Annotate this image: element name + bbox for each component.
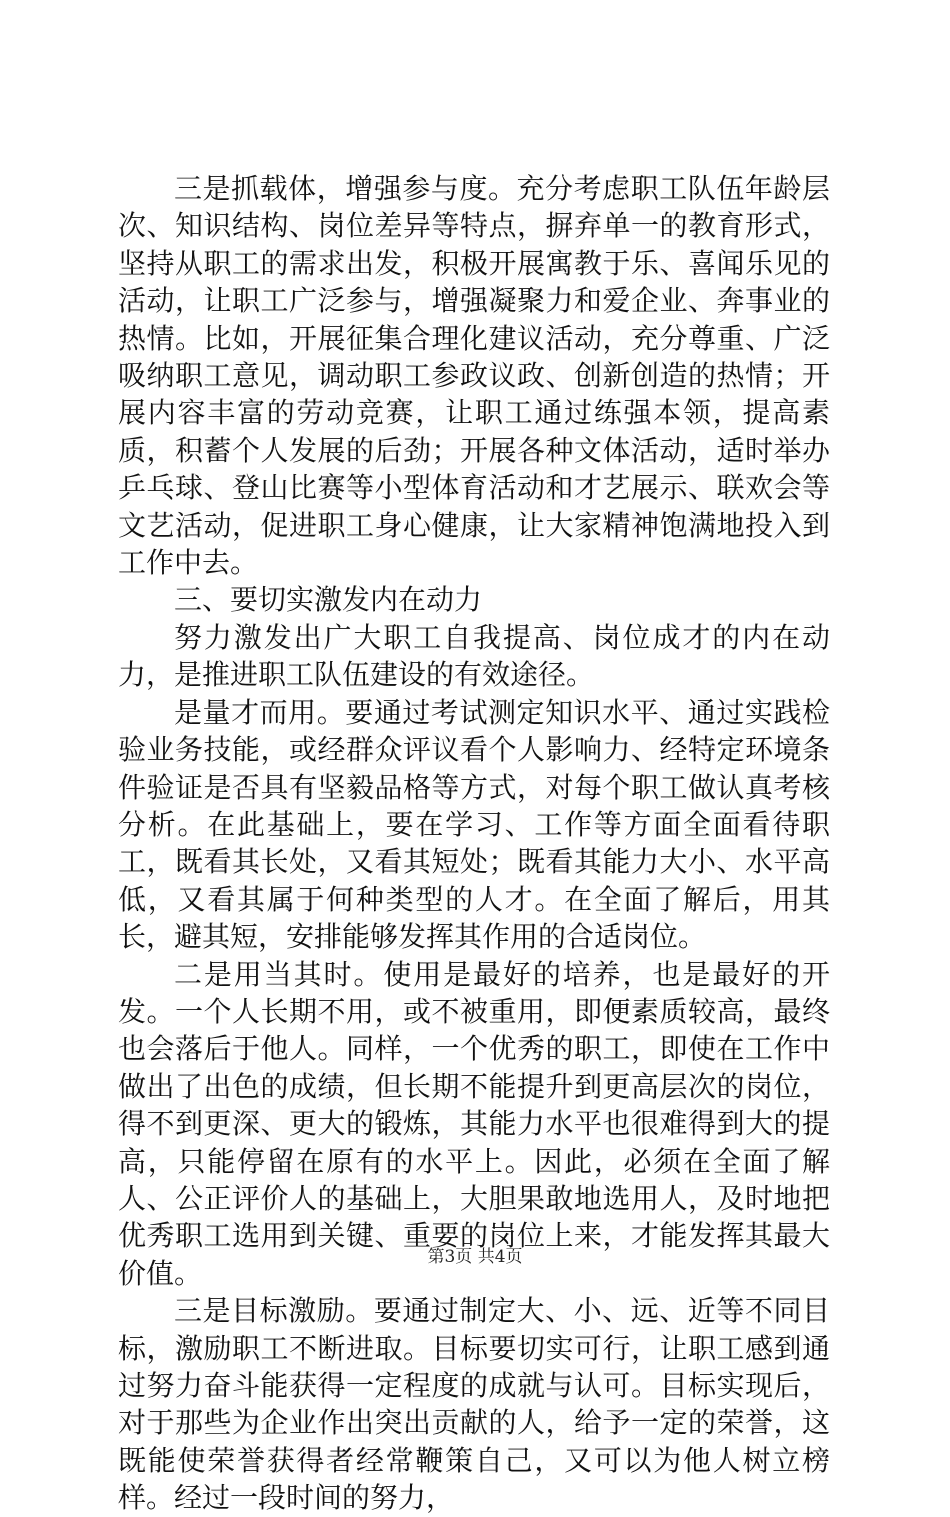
- paragraph-goal-incentive: 三是目标激励。要通过制定大、小、远、近等不同目标，激励职工不断进取。目标要切实可行，让职工感到通过努力奋斗能获得一定程度的成就与认可。目标实现后，对于那些为企业作出突出贡献的人，给予一定的荣誉，这既能使荣誉获得者经常鞭策自己，又可以为他人树立榜样。经过一段时间的努力，: [118, 1294, 830, 1515]
- page-footer: 第3页 共4页: [427, 1247, 523, 1267]
- document-body: [118, 170, 830, 1517]
- paragraph-talent-use: 是量才而用。要通过考试测定知识水平、通过实践检验业务技能，或经群众评议看个人影响力、经特定环境条件验证是否具有坚毅品格等方式，对每个职工做认真考核分析。在此基础上，要在学习、工作等方面全面看待职工，既看其长处，又看其短处；既看其能力大小、水平高低，又看其属于何种类型的人才。在全面了解后，用其长，避其短，安排能够发挥其作用的合适岗位。: [118, 695, 830, 954]
- paragraph-intro: 努力激发出广大职工自我提高、岗位成才的内在动力，是推进职工队伍建设的有效途径。: [118, 620, 830, 692]
- paragraph-timely-use: 二是用当其时。使用是最好的培养，也是最好的开发。一个人长期不用，或不被重用，即便素质较高，最终也会落后于他人。同样，一个优秀的职工，即使在工作中做出了出色的成绩，但长期不能提升到更高层次的岗位，得不到更深、更大的锻炼，其能力水平也很难得到大的提高，只能停留在原有的水平上。因此，必须在全面了解人、公正评价人的基础上，大胆果敢地选用人，及时地把优秀职工选用到关键、重要的岗位上来，才能发挥其最大价值。: [118, 957, 830, 1290]
- section-heading: 三、要切实激发内在动力: [174, 583, 483, 617]
- paragraph-carrier-activities: 三是抓载体，增强参与度。充分考虑职工队伍年龄层次、知识结构、岗位差异等特点，摒弃单一的教育形式，坚持从职工的需求出发，积极开展寓教于乐、喜闻乐见的活动，让职工广泛参与，增强凝聚力和爱企业、奔事业的热情。比如，开展征集合理化建议活动，充分尊重、广泛吸纳职工意见，调动职工参政议政、创新创造的热情；开展内容丰富的劳动竞赛，让职工通过练强本领，提高素质，积蓄个人发展的后劲；开展各种文体活动，适时举办乒乓球、登山比赛等小型体育活动和才艺展示、联欢会等文艺活动，促进职工身心健康，让大家精神饱满地投入到工作中去。: [118, 172, 830, 580]
